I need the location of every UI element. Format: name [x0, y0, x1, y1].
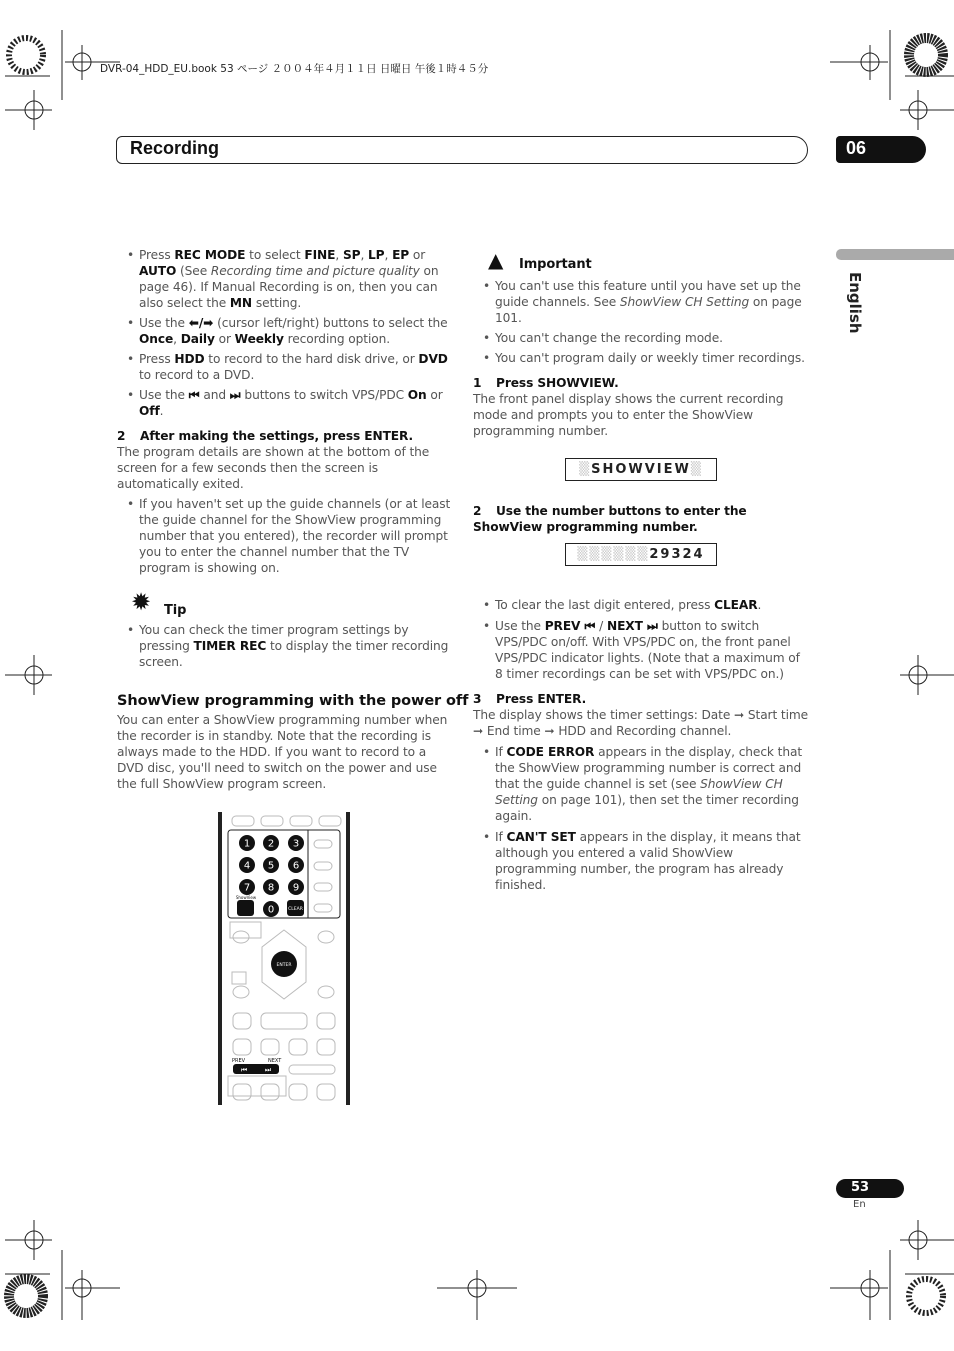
language-tab: English [846, 272, 864, 334]
text-run: or [214, 332, 235, 346]
text-run: , [335, 248, 343, 262]
bold-text: SP [342, 248, 361, 262]
number-key-label: 4 [243, 860, 251, 872]
display-text: SHOWVIEW [591, 462, 691, 477]
bold-text: LP [368, 248, 385, 262]
italic-text: ShowView CH Setting [619, 295, 750, 309]
text-run: You can't use this feature until you have set up the guide channels. See [495, 279, 801, 309]
lightbulb-icon: ✹ [131, 588, 152, 616]
bullet-item [117, 387, 452, 419]
number-key-label: 8 [267, 882, 275, 894]
bold-text: HDD [174, 352, 205, 366]
text-run: on page 46). If Manual Recording is on, then you can also select the [139, 264, 439, 310]
showview-button [237, 900, 254, 916]
enter-label: ENTER [276, 963, 292, 968]
number-key-label: 3 [292, 838, 300, 850]
bold-text: Daily [180, 332, 215, 346]
bullet-item [473, 330, 811, 346]
bold-text: CAN'T SET [506, 830, 576, 844]
text-run: to select [245, 248, 305, 262]
text-run: button to switch VPS/PDC on/off. With VPS/PDC on, the front panel VPS/PDC indicator lights. (Note that a maximum of 8 timer recordings can be set with VPS/PDC on.) [495, 619, 800, 681]
text-run: Use the [495, 619, 545, 633]
number-key-label: 1 [243, 838, 251, 850]
paragraph [117, 444, 452, 492]
text-run: . [159, 404, 164, 418]
bold-text: Once [139, 332, 174, 346]
prev-label: PREV [232, 1058, 246, 1064]
text-run: setting. [252, 296, 302, 310]
step-number: 2 [117, 429, 126, 443]
number-key-label: 0 [267, 904, 275, 916]
page-number-badge [836, 1179, 904, 1198]
text-run: (cursor left/right) buttons to select the [213, 316, 448, 330]
text-run: The program details are shown at the bottom of the screen for a few seconds then the screen is automatically exited. [117, 445, 430, 491]
important-heading [473, 248, 811, 278]
step-text: Use the number buttons to enter the ShowView programming number. [473, 504, 747, 534]
bold-text: REC MODE [174, 248, 246, 262]
warning-hand-icon: ▲ [488, 248, 504, 272]
text-run: Use the [139, 388, 189, 402]
bullet-item [117, 247, 452, 311]
section-title: Recording [130, 138, 220, 158]
section-header [116, 136, 808, 164]
bold-text: ⏭ [229, 388, 241, 402]
italic-text: ShowView CH Setting [495, 777, 783, 807]
section-heading: ShowView programming with the power off [117, 693, 469, 709]
bullet-item [473, 744, 811, 824]
step-text: Press ENTER. [496, 692, 587, 706]
text-run: recording option. [283, 332, 390, 346]
bold-text: FINE [304, 248, 336, 262]
page-number: 53 [851, 1180, 870, 1195]
step-text: Press SHOWVIEW. [496, 376, 619, 390]
text-run: If [495, 745, 507, 759]
paragraph [473, 707, 811, 739]
step-number: 2 [473, 504, 482, 518]
text-run: on page 101. [495, 295, 802, 325]
bullet-item [473, 350, 811, 366]
bullet-item [473, 597, 811, 613]
text-run: You can enter a ShowView programming number when the recorder is in standby. Note that the recording is always made to the HDD. If you want to record to a DVD disc, you'll need to switch on the power and use the full ShowView program screen. [117, 713, 448, 791]
next-label: NEXT [268, 1058, 282, 1064]
text-run: / [595, 619, 607, 633]
chapter-tab [836, 136, 926, 163]
bold-text: TIMER REC [193, 639, 267, 653]
bold-text: ⬅/➡ [188, 316, 214, 330]
bold-text: PREV ⏮ [544, 619, 596, 633]
bold-text: AUTO [139, 264, 177, 278]
text-run: buttons to switch VPS/PDC [240, 388, 408, 402]
important-label: Important [519, 257, 592, 272]
bullet-item [117, 496, 452, 576]
bold-text: MN [229, 296, 253, 310]
text-run: If [495, 830, 507, 844]
text-run: , [360, 248, 369, 262]
text-run: to display the timer recording screen. [139, 639, 449, 669]
bullet-item [117, 351, 452, 383]
print-slug: DVR-04_HDD_EU.book 53 ページ ２００４年４月１１日 日曜日 午後１時４５分 [100, 63, 489, 75]
text-run: The display shows the timer settings: Date ➞ Start time ➞ End time ➞ HDD and Recording channel. [473, 708, 809, 738]
text-run: You can check the timer program settings by pressing [139, 623, 409, 653]
chapter-number: 06 [846, 138, 867, 158]
step-heading [473, 691, 811, 707]
text-run: Press [139, 352, 175, 366]
text-run: and [199, 388, 230, 402]
step-number: 3 [473, 692, 482, 706]
step-text: After making the settings, press ENTER. [140, 429, 414, 443]
text-run: appears in the display, it means that although you entered a valid ShowView programming number, the program has already finished. [495, 830, 801, 892]
step-number: 1 [473, 376, 482, 390]
text-run: Press [139, 248, 175, 262]
bold-text: On [407, 388, 427, 402]
front-panel-display-showview: ▒SHOWVIEW▒ [565, 458, 717, 481]
text-run: To clear the last digit entered, press [495, 598, 715, 612]
text-run: appears in the display, check that the ShowView programming number is correct and that the guide channel is set (see [495, 745, 803, 791]
text-run: or [409, 248, 426, 262]
paragraph [473, 391, 811, 439]
text-run: to record to the hard disk drive, or [204, 352, 419, 366]
text-run: (See [176, 264, 211, 278]
text-run: or [426, 388, 443, 402]
text-run: to record to a DVD. [139, 368, 255, 382]
number-key-label: 6 [292, 860, 300, 872]
bold-text: EP [392, 248, 410, 262]
showview-label: ShowView [235, 895, 257, 900]
bold-text: CLEAR [714, 598, 758, 612]
bold-text: NEXT ⏭ [606, 619, 658, 633]
bullet-item [117, 622, 452, 670]
text-run: , [173, 332, 181, 346]
number-key-label: 9 [292, 882, 300, 894]
step-heading [473, 503, 811, 535]
text-run: You can't change the recording mode. [495, 331, 723, 345]
text-run: on page 101), then set the timer recording again. [495, 793, 799, 823]
text-run: If you haven't set up the guide channels (or at least the guide channel for the ShowView programming number that you entered), the recorder will prompt you to enter the channel number that the TV program is showing on. [139, 497, 451, 575]
number-key-label: 7 [243, 882, 251, 894]
text-run: You can't program daily or weekly timer recordings. [495, 351, 805, 365]
number-key-label: 5 [267, 860, 275, 872]
clear-label: CLEAR [288, 907, 303, 912]
text-run: Use the [139, 316, 189, 330]
number-key-label: 2 [267, 838, 275, 850]
language-tab-bar [836, 249, 954, 260]
text-run: The front panel display shows the current recording mode and prompts you to enter the ShowView programming number. [473, 392, 784, 438]
bullet-item [117, 315, 452, 347]
step-heading [473, 375, 811, 391]
bold-text: DVD [418, 352, 448, 366]
bold-text: ⏮ [188, 388, 200, 402]
page-language: En [853, 1199, 866, 1210]
remote-illustration [216, 812, 352, 1107]
svg-text:⏭: ⏭ [264, 1066, 272, 1074]
text-run: . [757, 598, 762, 612]
bold-text: CODE ERROR [506, 745, 595, 759]
bold-text: Off [139, 404, 160, 418]
left-column [117, 247, 469, 792]
step-heading [117, 428, 452, 444]
tip-label: Tip [164, 603, 187, 618]
bullet-item [473, 618, 811, 682]
svg-text:⏮: ⏮ [240, 1066, 248, 1074]
bullet-item [473, 829, 811, 893]
bold-text: Weekly [234, 332, 284, 346]
bullet-item [473, 278, 811, 326]
italic-text: Recording time and picture quality [210, 264, 420, 278]
text-run: , [384, 248, 393, 262]
tip-heading [117, 588, 452, 622]
paragraph [117, 712, 452, 792]
front-panel-display-number: ▒▒▒▒▒▒29324 [565, 543, 717, 566]
display-text: 29324 [649, 547, 705, 562]
right-column [473, 248, 811, 893]
